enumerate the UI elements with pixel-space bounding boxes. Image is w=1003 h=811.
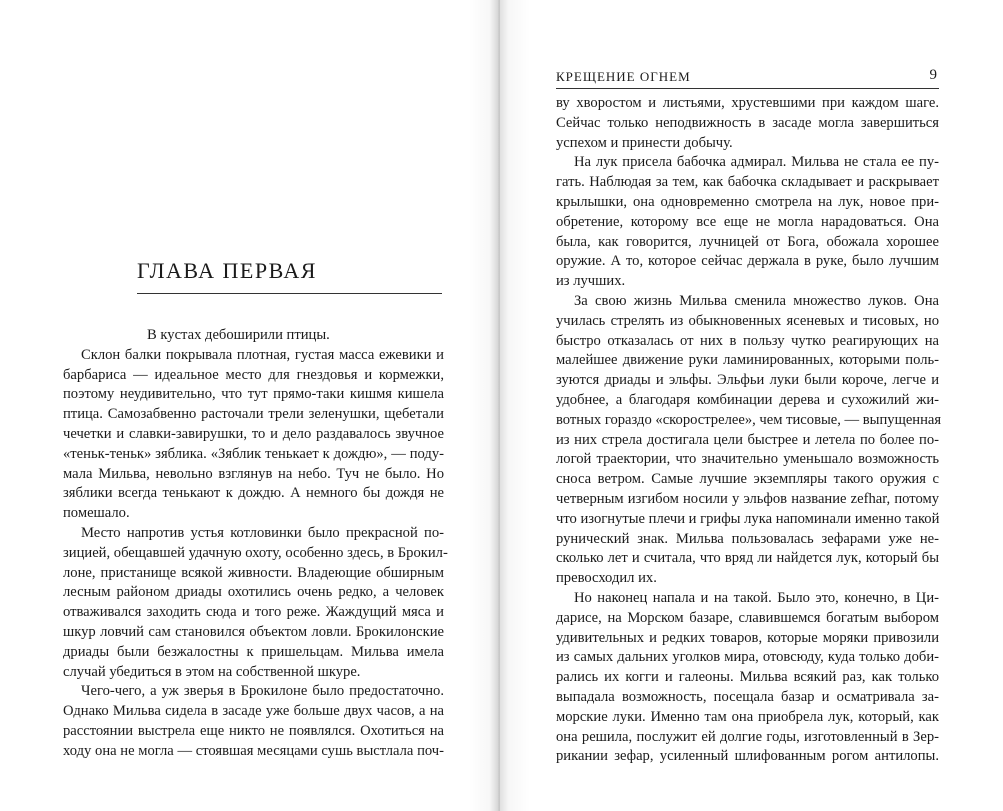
text-line: зуются дриады и эльфы. Эльфьи луки были короче, легче и: [556, 372, 939, 389]
left-page-body: [63, 326, 448, 762]
left-page: [0, 0, 497, 811]
right-page: [499, 0, 1003, 811]
text-line: удивительных и редких товаров, которые моряки привозили: [556, 629, 939, 646]
text-line: зяблики всегда тенькают к дождю. А немного бы дождя не: [63, 485, 444, 502]
page-number: 9: [929, 67, 937, 83]
text-line: шкур ловчий сам становился объектом ловли. Брокилонские: [63, 623, 444, 640]
text-line: оружие. А то, которое сейчас держала в руке, было лучшим: [556, 253, 939, 270]
text-line: птица. Самозабвенно расточали трели зеленушки, щебетали: [63, 406, 444, 423]
text-line: быстро отказалась от них в пользу чутко реагирующих на: [556, 332, 939, 349]
running-title: КРЕЩЕНИЕ ОГНЕМ: [556, 69, 691, 84]
text-line: «теньк-теньк» зяблика. «Зяблик тенькает к дождю», — поду-: [63, 445, 444, 462]
text-line: из самых дальних уголков мира, отовсюду, куда только доби-: [556, 649, 939, 666]
text-line: случай убедиться в этом на собственной шкуре.: [63, 663, 361, 680]
text-line: ходу она не могла — стоявшая месяцами сушь выстлала поч-: [63, 742, 444, 759]
text-line: рунический знак. Мильва пользовалась зефарами уже не-: [556, 530, 939, 547]
text-line: дарисе, на Морском базаре, славившемся богатым выбором: [556, 609, 939, 626]
text-line: Склон балки покрывала плотная, густая масса ежевики и: [81, 346, 444, 363]
text-line: сколько лет и считала, что вряд ли найдется лук, который бы: [556, 550, 939, 567]
text-line: она решила, послужит ей долгие годы, изготовленный в Зер-: [556, 728, 939, 745]
text-line: из лучших.: [556, 273, 626, 290]
text-line: обретение, которому все еще не могла нарадоваться. Она: [556, 213, 939, 230]
text-line: лесным районом дриады охотились очень редко, а человек: [63, 584, 444, 601]
text-line: На лук присела бабочка адмирал. Мильва не стала ее пу-: [574, 154, 939, 171]
text-line: Чего-чего, а уж зверья в Брокилоне было предостаточно.: [81, 683, 444, 700]
text-line: из них стрела достигала цели быстрее и летела по более по-: [556, 431, 939, 448]
text-line: Сейчас только неподвижность в засаде могла завершиться: [556, 114, 939, 131]
text-line: была, как говорится, лучницей от Бога, обожала хорошее: [556, 233, 939, 250]
text-line: лоне, пристанище всякой живности. Владеющие обширным: [63, 564, 444, 581]
text-line: чечетки и славки-завирушки, то и дело раздавалось звучное: [63, 425, 444, 442]
text-line: морские луки. Именно там она приобрела лук, который, как: [556, 708, 939, 725]
text-line: рались их когги и галеоны. Мильва всякий раз, как только: [556, 669, 939, 686]
text-line: вотных гораздо «скорострелее», чем тисовые, — выпущенная: [556, 411, 942, 428]
text-line: мала Мильва, невольно взглянув на небо. Туч не было. Но: [63, 465, 444, 482]
text-line: В кустах дебоширили птицы.: [147, 327, 330, 343]
text-line: логой траектории, что значительно уменьшало возможность: [556, 451, 939, 468]
text-line: что изогнутые плечи и грифы лука напоминали именно такой: [556, 510, 940, 527]
text-line: превосходил их.: [556, 570, 657, 587]
text-line: удобнее, а благодаря комбинации дерева и сухожилий жи-: [556, 391, 939, 408]
text-line: зицией, обещавшей удачную охоту, особенно здесь, в Брокил-: [63, 544, 448, 561]
text-line: выпадала возможность, посещала базар и осматривала за-: [556, 688, 939, 705]
text-line: поэтому неудивительно, что тут прямо-таки кишмя кишела: [63, 386, 444, 403]
text-line: успехом и принести добычу.: [556, 134, 733, 151]
running-head: [556, 68, 939, 89]
text-line: ву хворостом и листьями, хрустевшими при каждом шаге.: [556, 95, 939, 111]
text-line: барбариса — идеальное место для гнездовья и кормежки,: [63, 366, 444, 383]
text-line: Однако Мильва сидела в засаде уже больше двух часов, а на: [63, 703, 444, 720]
text-line: сноса ветром. Самые лучшие экземпляры такого оружия с: [556, 471, 939, 488]
chapter-title-rule: [137, 293, 442, 294]
text-line: дриады были безжалостны к пришельцам. Мильва имела: [63, 643, 444, 660]
text-line: крылышки, она одновременно смотрела на лук, новое при-: [556, 193, 939, 210]
text-line: малейшее движение руки ламинированных, которыми поль-: [556, 352, 939, 369]
chapter-title: ГЛАВА ПЕРВАЯ: [137, 258, 317, 283]
text-line: училась стрелять из обыкновенных ясеневых и тисовых, но: [556, 312, 939, 329]
text-line: отваживался заходить сюда и того реже. Жаждущий мяса и: [63, 604, 444, 621]
text-line: гать. Наблюдая за тем, как бабочка складывает и раскрывает: [556, 174, 939, 191]
text-line: рикании зефар, усиленный шлифованным рогом антилопы.: [556, 748, 939, 765]
text-line: четверным изгибом носили у эльфов название zefhar, потому: [556, 490, 939, 507]
text-line: За свою жизнь Мильва сменила множество луков. Она: [574, 292, 939, 309]
text-line: Но наконец напала и на такой. Было это, конечно, в Ци-: [574, 589, 939, 606]
right-page-body: [556, 94, 942, 767]
text-line: расстоянии выстрела еще никто не появлялся. Охотиться на: [63, 722, 444, 739]
text-line: помешало.: [63, 505, 130, 522]
text-line: Место напротив устья котловинки было прекрасной по-: [81, 524, 444, 541]
